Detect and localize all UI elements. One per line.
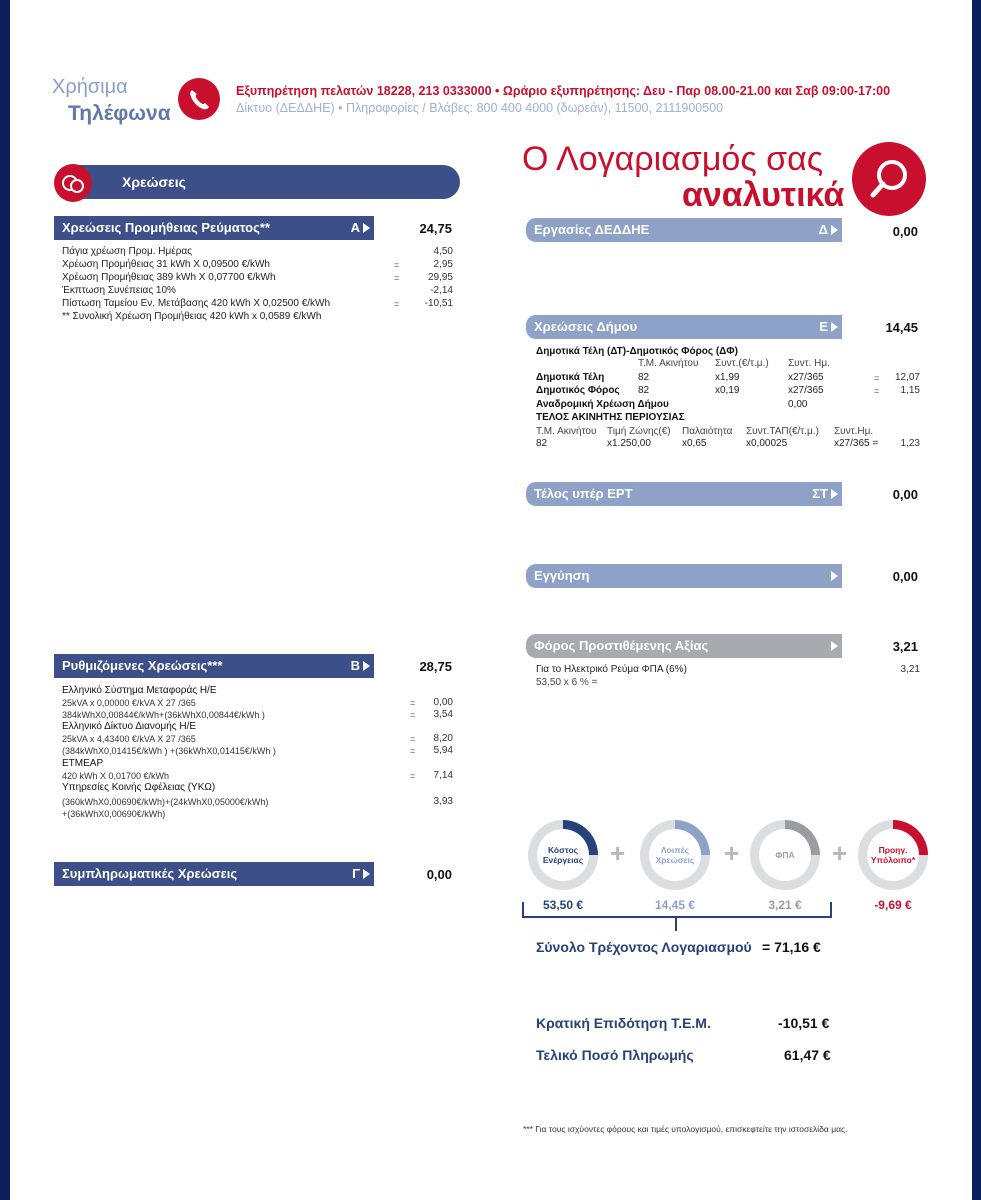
- b-line-eq: =: [410, 746, 416, 756]
- bill-page: [10, 0, 972, 1200]
- charges-header-label: Χρεώσεις: [122, 174, 186, 190]
- section-b-bar[interactable]: [54, 654, 374, 678]
- guarantee-amount: 0,00: [892, 569, 918, 584]
- section-st-bar[interactable]: [526, 482, 842, 506]
- e-row-name: Δημοτικά Τέλη: [536, 372, 605, 383]
- b-line-value: 7,14: [433, 770, 453, 781]
- vat-ring-label: ΦΠΑ: [759, 829, 811, 881]
- e-retro-value: 0,00: [788, 399, 808, 410]
- vat-ring: [750, 820, 820, 890]
- e-row-eq: =: [874, 386, 880, 396]
- final-amount-label: Τελικό Ποσό Πληρωμής: [536, 1047, 694, 1063]
- b-line-text: 25kVA x 0,00000 €/kVA X 27 /365: [62, 698, 196, 708]
- b-line-value: 0,00: [433, 697, 453, 708]
- vat-value: 3,21 €: [768, 898, 802, 912]
- section-st-arrow-icon: [831, 489, 838, 499]
- e-row-value: 12,07: [894, 372, 920, 383]
- e-prop-header: Τ.Μ. Ακινήτου: [536, 426, 597, 437]
- a-row-value: -2,14: [430, 285, 453, 296]
- b-line-eq: =: [410, 734, 416, 744]
- e-prop-header: Συντ.Ημ.: [834, 426, 874, 437]
- b-line-text: 384kWhX0,00844€/kWh+(36kWhX0,00844€/kWh ): [62, 710, 265, 720]
- current-total-label: Σύνολο Τρέχοντος Λογαριασμού: [536, 939, 752, 955]
- e-row-eq: =: [874, 373, 880, 383]
- b-line-text: (360kWhX0,00690€/kWh)+(24kWhX0,05000€/kWh): [62, 797, 269, 807]
- b-line-eq: =: [410, 698, 416, 708]
- e-row-name: Δημοτικός Φόρος: [536, 385, 620, 396]
- section-e-bar[interactable]: [526, 315, 842, 339]
- section-b-arrow-icon: [363, 661, 370, 671]
- e-prop-header: Παλαιότητα: [682, 426, 733, 437]
- b-line-value: 8,20: [433, 733, 453, 744]
- vat-amount: 3,21: [892, 639, 918, 654]
- vat-arrow-icon: [831, 641, 838, 651]
- section-e-letter: Ε: [819, 319, 828, 334]
- e-col-area: Τ.Μ. Ακινήτου: [638, 358, 699, 369]
- section-c-label: Συμπληρωματικές Χρεώσεις: [62, 866, 238, 881]
- b-line-value: 5,94: [433, 745, 453, 756]
- energy-cost-value: 53,50 €: [542, 898, 584, 912]
- a-row-detail: 31 kWh X 0,09500 €/kWh: [156, 259, 270, 270]
- a-row-desc: Χρέωση Προμήθειας: [62, 259, 154, 270]
- guarantee-arrow-icon: [831, 571, 838, 581]
- section-e-label: Χρεώσεις Δήμου: [534, 319, 638, 334]
- e-property-title: ΤΕΛΟΣ ΑΚΙΝΗΤΗΣ ΠΕΡΙΟΥΣΙΑΣ: [536, 412, 685, 423]
- section-d-amount: 0,00: [892, 224, 918, 239]
- section-e-arrow-icon: [831, 322, 838, 332]
- e-retro-label: Αναδρομική Χρέωση Δήμου: [536, 399, 669, 410]
- subtotal-bracket-stem: [675, 917, 677, 931]
- a-row-desc: Πίστωση Ταμείου Εν. Μετάβασης: [62, 298, 209, 309]
- useful-phones-word1: Χρήσιμα: [52, 76, 128, 98]
- section-a-label: Χρεώσεις Προμήθειας Ρεύματος**: [62, 220, 270, 235]
- section-st-label: Τέλος υπέρ ΕΡΤ: [534, 486, 633, 501]
- vat-line2: 53,50 x 6 % =: [536, 677, 598, 688]
- charges-header-bar: [70, 165, 460, 199]
- e-prop-header: Τιμή Ζώνης(€): [607, 426, 671, 437]
- vat-line1-value: 3,21: [900, 664, 920, 675]
- e-title: Δημοτικά Τέλη (ΔΤ)-Δημοτικός Φόρος (ΔΦ): [536, 346, 738, 357]
- section-d-label: Εργασίες ΔΕΔΔΗΕ: [534, 222, 650, 237]
- section-b-letter: Β: [350, 658, 360, 673]
- section-c-letter: Γ: [352, 866, 360, 881]
- section-a-letter: Α: [350, 220, 360, 235]
- b-line-value: 3,93: [433, 796, 453, 807]
- section-d-letter: Δ: [818, 222, 828, 237]
- section-st-letter: ΣΤ: [812, 486, 828, 501]
- e-row-area: 82: [638, 372, 650, 383]
- magnifier-icon: [852, 142, 926, 216]
- a-row-value: 4,50: [433, 246, 453, 257]
- e-col-days: Συντ. Ημ.: [788, 358, 830, 369]
- subsidy-value: -10,51 €: [778, 1015, 830, 1031]
- a-row-desc: Έκπτωση Συνέπειας 10%: [62, 285, 176, 296]
- previous-balance-value: -9,69 €: [874, 898, 912, 912]
- network-info-line: Δίκτυο (ΔΕΔΔΗΕ) • Πληροφορίες / Βλάβες: 800 400 4000 (δωρεάν), 11500, 2111900500: [236, 101, 724, 115]
- e-row-area: 82: [638, 385, 650, 396]
- e-prop-value: x27/365 =: [834, 438, 879, 449]
- previous-balance-ring: [858, 820, 928, 890]
- e-prop-value: 82: [536, 438, 548, 449]
- a-row-desc: Χρέωση Προμήθειας: [62, 272, 154, 283]
- phone-icon: [178, 78, 220, 120]
- a-row-value: 29,95: [427, 272, 453, 283]
- other-charges-ring-label: Λοιπές Χρεώσεις: [649, 829, 701, 881]
- a-row-eq: =: [394, 260, 400, 270]
- section-st-amount: 0,00: [892, 487, 918, 502]
- a-row-eq: =: [394, 299, 400, 309]
- section-e-amount: 14,45: [885, 320, 918, 335]
- plus-icon: +: [610, 838, 626, 868]
- useful-phones-word2: Τηλέφωνα: [68, 102, 171, 125]
- energy-cost-ring-label: Κόστος Ενέργειας: [537, 829, 589, 881]
- guarantee-bar[interactable]: [526, 564, 842, 588]
- b-group-title: Υπηρεσίες Κοινής Ωφέλειας (ΥΚΩ): [62, 782, 216, 793]
- e-prop-value: x1.250,00: [607, 438, 651, 449]
- e-prop-header: Συντ.ΤΑΠ(€/τ.μ.): [746, 426, 819, 437]
- section-c-bar[interactable]: [54, 862, 374, 886]
- b-line-text: +(36kWhX0,00690€/kWh): [62, 809, 166, 819]
- b-group-title: Ελληνικό Δίκτυο Διανομής Η/Ε: [62, 721, 197, 732]
- guarantee-label: Εγγύηση: [534, 568, 590, 583]
- vat-line1: Για το Ηλεκτρικό Ρεύμα ΦΠΑ (6%): [536, 664, 687, 675]
- b-line-text: 420 kWh X 0,01700 €/kWh: [62, 771, 170, 781]
- section-a-amount: 24,75: [419, 221, 452, 236]
- b-group-title: ΕΤΜΕΑΡ: [62, 758, 104, 769]
- subsidy-label: Κρατική Επιδότηση Τ.Ε.Μ.: [536, 1015, 711, 1031]
- other-charges-value: 14,45 €: [654, 898, 696, 912]
- other-charges-ring: [640, 820, 710, 890]
- e-prop-value: x0,65: [682, 438, 707, 449]
- e-col-rate: Συντ.(€/τ.μ.): [715, 358, 769, 369]
- b-line-text: 25kVA x 4,43400 €/kVA X 27 /365: [62, 734, 196, 744]
- plus-icon: +: [832, 838, 848, 868]
- section-d-bar[interactable]: [526, 218, 842, 242]
- charges-coin-icon: [54, 164, 92, 202]
- section-b-label: Ρυθμιζόμενες Χρεώσεις***: [62, 658, 223, 673]
- e-prop-value: x0,00025: [746, 438, 788, 449]
- e-row-rate: x1,99: [715, 372, 740, 383]
- b-line-eq: =: [410, 710, 416, 720]
- a-row-detail: 389 kWh X 0,07700 €/kWh: [156, 272, 276, 283]
- section-a-bar[interactable]: [54, 216, 374, 240]
- b-line-value: 3,54: [433, 709, 453, 720]
- previous-balance-ring-label: Προηγ. Υπόλοιπο*: [867, 829, 919, 881]
- customer-service-line: Εξυπηρέτηση πελατών 18228, 213 0333000 • Ωράριο εξυπηρέτησης: Δευ - Παρ 08.00-21.00 και Σαβ 09:00-17:00: [236, 84, 891, 98]
- vat-bar[interactable]: [526, 634, 842, 658]
- bill-title: Ο Λογαριασμός σας: [522, 140, 824, 178]
- e-row-value: 1,15: [900, 385, 920, 396]
- e-row-days: x27/365: [788, 372, 824, 383]
- section-c-arrow-icon: [363, 869, 370, 879]
- a-row-eq: =: [394, 273, 400, 283]
- section-d-arrow-icon: [831, 225, 838, 235]
- a-row-desc: ** Συνολική Χρέωση Προμήθειας: [62, 311, 207, 322]
- subtotal-bracket: [522, 902, 832, 918]
- e-prop-total: 1,23: [900, 438, 920, 449]
- vat-label: Φόρος Προστιθέμενης Αξίας: [534, 638, 709, 653]
- section-b-amount: 28,75: [419, 659, 452, 674]
- a-row-detail: 420 kWh X 0,02500 €/kWh: [211, 298, 331, 309]
- bill-title-detail: αναλυτικά: [682, 176, 845, 214]
- footnote: *** Για τους ισχύοντες φόρους και τιμές υπολογισμού, επισκεφτείτε την ιστοσελίδα μας.: [523, 1124, 848, 1134]
- plus-icon: +: [724, 838, 740, 868]
- section-a-arrow-icon: [363, 223, 370, 233]
- b-line-text: (384kWhX0,01415€/kWh ) +(36kWhX0,01415€/kWh ): [62, 746, 276, 756]
- a-row-value: 2,95: [433, 259, 453, 270]
- energy-cost-ring: [528, 820, 598, 890]
- a-row-detail: 420 kWh x 0,0589 €/kWh: [209, 311, 322, 322]
- e-row-rate: x0,19: [715, 385, 740, 396]
- b-line-eq: =: [410, 771, 416, 781]
- a-row-desc: Πάγια χρέωση Προμ. Ημέρας: [62, 246, 193, 257]
- b-group-title: Ελληνικό Σύστημα Μεταφοράς Η/Ε: [62, 685, 217, 696]
- final-amount-value: 61,47 €: [784, 1047, 831, 1063]
- current-total-value: = 71,16 €: [762, 939, 821, 955]
- a-row-value: -10,51: [424, 298, 453, 309]
- section-c-amount: 0,00: [426, 867, 452, 882]
- e-row-days: x27/365: [788, 385, 824, 396]
